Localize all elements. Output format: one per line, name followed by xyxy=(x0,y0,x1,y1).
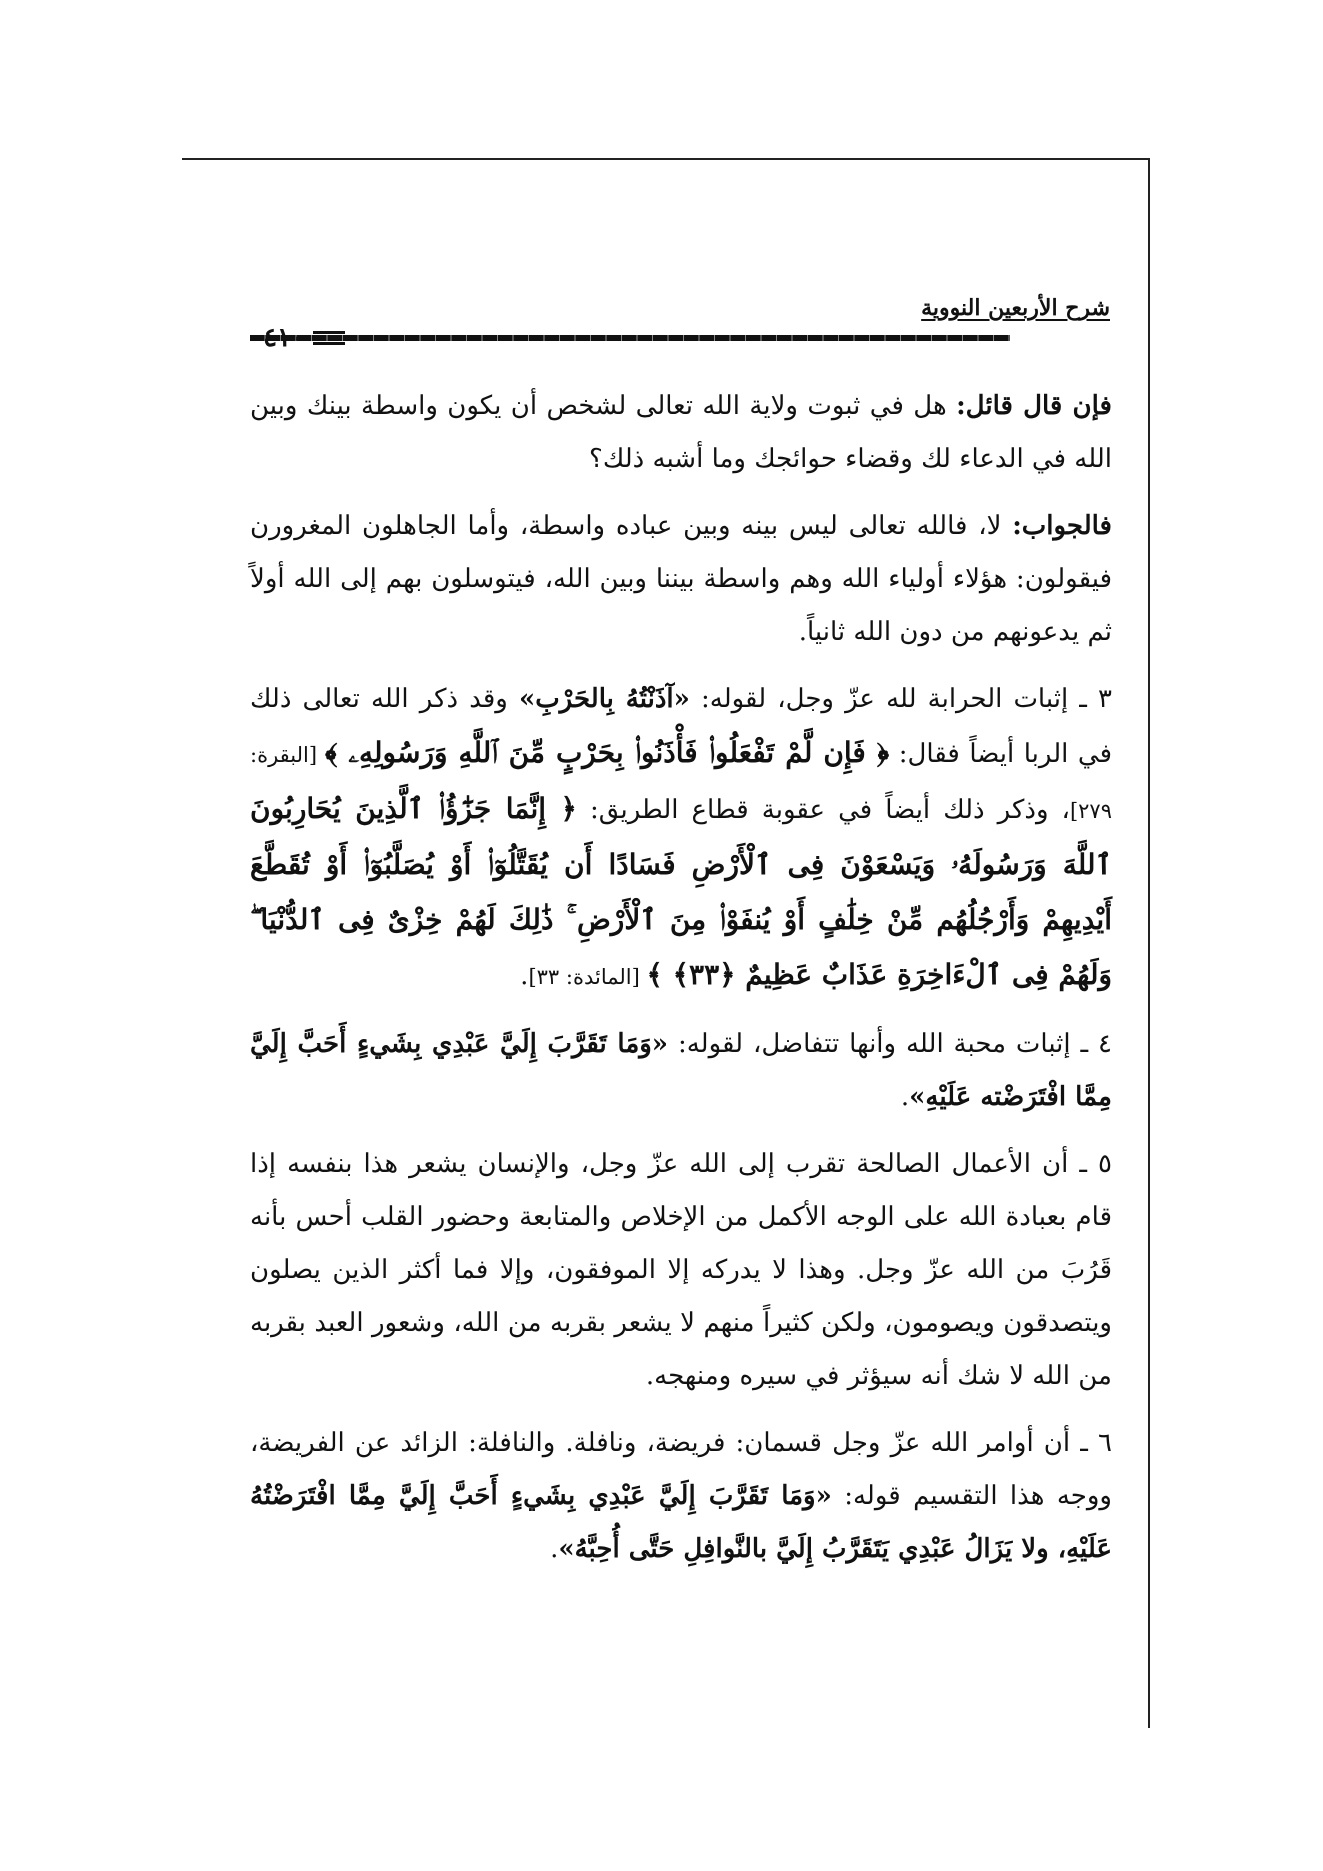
verse-reference: [المائدة: ٣٣] xyxy=(528,965,647,989)
scan-frame-right-line xyxy=(1148,158,1150,1728)
page-number-ornament xyxy=(313,331,345,345)
paragraph-text: ٤ ـ إثبات محبة الله وأنها تتفاضل، لقوله: xyxy=(668,1029,1112,1059)
page-header xyxy=(250,295,1110,355)
paragraph-text: . xyxy=(550,1534,559,1564)
scan-frame-top-line xyxy=(182,158,1148,160)
paragraph-text: ، وذكر ذلك أيضاً في عقوبة قطاع الطريق: xyxy=(576,795,1070,825)
paragraph-text: وقد ذكر الله تعالى ذلك في الربا أيضاً فقال: xyxy=(250,684,1112,769)
hadith-quote: «وَمَا تَقَرَّبَ إِلَيَّ عَبْدِي بِشَيءٍ أَحَبَّ إِلَيَّ مِمَّا افْتَرَضْته عَلَيْهِ» xyxy=(250,1029,1112,1112)
page-number-block xyxy=(250,323,345,353)
paragraph-answer xyxy=(250,500,1112,659)
paragraph-point-6 xyxy=(250,1417,1112,1576)
hadith-quote: «وَمَا تَقَرَّبَ إِلَيَّ عَبْدِي بِشَيءٍ أَحَبَّ إِلَيَّ مِمَّا افْتَرَضْتُهُ عَلَيْهِ، ولا يَزَالُ عَبْدِي يَتَقَرَّبُ إِلَيَّ بالنَّوافِلِ حَتَّى أُحِبَّهُ» xyxy=(250,1481,1112,1564)
page-number: ٤١٠ xyxy=(263,323,305,353)
paragraph-question xyxy=(250,380,1112,486)
paragraph-text: . xyxy=(900,1082,910,1112)
hadith-quote: «آذَنْتُهُ بِالحَرْبِ» xyxy=(518,684,690,714)
paragraph-text: ٦ ـ أن أوامر الله عزّ وجل قسمان: فريضة، ونافلة. والنافلة: الزائد عن الفريضة، ووجه هذا التقسيم قوله: xyxy=(250,1428,1112,1511)
paragraph-text: لا، فالله تعالى ليس بينه وبين عباده واسطة، وأما الجاهلون المغرورن فيقولون: هؤلاء أولياء الله وهم واسطة بيننا وبين الله، فيتوسلون بهم إلى الله أولاً ثم يدعونهم من دون الله ثانياً. xyxy=(250,511,1112,647)
paragraph-point-3 xyxy=(250,673,1112,1004)
header-rule xyxy=(250,335,1010,341)
paragraph-text: ٣ ـ إثبات الحرابة لله عزّ وجل، لقوله: xyxy=(689,684,1112,714)
page-body xyxy=(250,380,1112,1590)
running-title: شرح الأربعين النووية xyxy=(921,295,1110,321)
paragraph-point-4 xyxy=(250,1018,1112,1124)
paragraph-point-5 xyxy=(250,1138,1112,1403)
paragraph-lead: فالجواب: xyxy=(1012,511,1112,541)
paragraph-text: . xyxy=(520,961,529,991)
paragraph-text: هل في ثبوت ولاية الله تعالى لشخص أن يكون واسطة بينك وبين الله في الدعاء لك وقضاء حوائجك وما أشبه ذلك؟ xyxy=(250,391,1112,474)
quran-verse: ﴿ إِنَّمَا جَزَٰٓؤُا۟ ٱلَّذِينَ يُحَارِبُونَ ٱللَّهَ وَرَسُولَهُۥ وَيَسْعَوْنَ فِى ٱلْأَرْضِ فَسَادًا أَن يُقَتَّلُوٓا۟ أَوْ يُصَلَّبُوٓا۟ أَوْ تُقَطَّعَ أَيْدِيهِمْ وَأَرْجُلُهُم مِّنْ خِلَٰفٍ أَوْ يُنفَوْا۟ مِنَ ٱلْأَرْضِ ۚ ذَٰلِكَ لَهُمْ خِزْىٌ فِى ٱلدُّنْيَا ۖ وَلَهُمْ فِى ٱلْءَاخِرَةِ عَذَابٌ عَظِيمٌ ﴿٣٣﴾ ﴾ xyxy=(250,792,1112,991)
quran-verse: ﴿ فَإِن لَّمْ تَفْعَلُوا۟ فَأْذَنُوا۟ بِحَرْبٍ مِّنَ ٱللَّهِ وَرَسُولِهِۦ ﴾ xyxy=(324,736,890,769)
paragraph-lead: فإن قال قائل: xyxy=(956,391,1112,421)
paragraph-text: ٥ ـ أن الأعمال الصالحة تقرب إلى الله عزّ وجل، والإنسان يشعر هذا بنفسه إذا قام بعبادة الله على الوجه الأكمل من الإخلاص والمتابعة وحضور القلب أحس بأنه قَرُبَ من الله عزّ وجل. وهذا لا يدركه إلا الموفقون، وإلا فما أكثر الذين يصلون ويتصدقون ويصومون، ولكن كثيراً منهم لا يشعر بقربه من الله، وشعور العبد بقربه من الله لا شك أنه سيؤثر في سيره ومنهجه. xyxy=(250,1149,1112,1391)
verse-reference: [البقرة: ٢٧٩] xyxy=(250,743,1112,823)
